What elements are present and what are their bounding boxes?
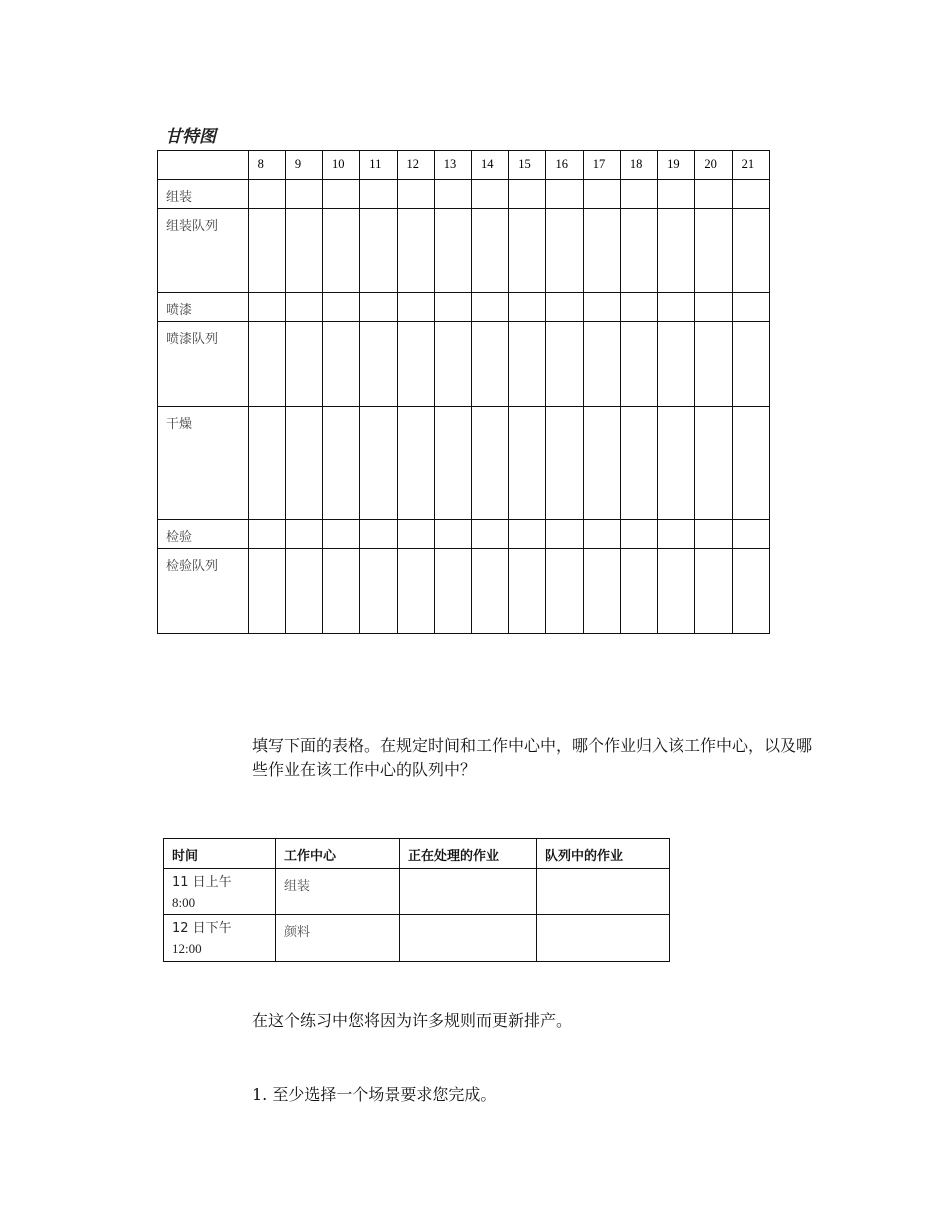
gantt-row bbox=[158, 407, 770, 520]
gantt-cell[interactable] bbox=[434, 407, 471, 520]
gantt-cell[interactable] bbox=[509, 209, 546, 293]
gantt-cell[interactable] bbox=[620, 293, 657, 322]
gantt-hour: 11 bbox=[360, 151, 397, 180]
gantt-cell[interactable] bbox=[285, 293, 322, 322]
gantt-cell[interactable] bbox=[360, 293, 397, 322]
gantt-cell[interactable] bbox=[285, 180, 322, 209]
gantt-cell[interactable] bbox=[732, 520, 769, 549]
gantt-chart-table bbox=[157, 150, 770, 634]
gantt-cell[interactable] bbox=[546, 209, 583, 293]
gantt-cell[interactable] bbox=[695, 520, 732, 549]
gantt-cell[interactable] bbox=[546, 293, 583, 322]
time-clock: 8:00 bbox=[172, 895, 196, 910]
gantt-cell[interactable] bbox=[248, 520, 285, 549]
gantt-cell[interactable] bbox=[360, 322, 397, 407]
queued-jobs-cell[interactable] bbox=[537, 915, 670, 962]
header-time: 时间 bbox=[164, 839, 276, 869]
gantt-cell[interactable] bbox=[471, 180, 508, 209]
update-schedule-paragraph: 在这个练习中您将因为许多规则而更新排产。 bbox=[252, 1011, 573, 1030]
time-cell bbox=[164, 869, 276, 915]
gantt-cell[interactable] bbox=[509, 322, 546, 407]
gantt-cell[interactable] bbox=[732, 407, 769, 520]
gantt-hour: 12 bbox=[397, 151, 434, 180]
gantt-cell[interactable] bbox=[248, 293, 285, 322]
gantt-row-label: 检验队列 bbox=[158, 549, 249, 634]
gantt-cell[interactable] bbox=[695, 209, 732, 293]
gantt-cell[interactable] bbox=[509, 549, 546, 634]
gantt-cell[interactable] bbox=[583, 322, 620, 407]
time-clock: 12:00 bbox=[172, 941, 202, 956]
gantt-cell[interactable] bbox=[546, 322, 583, 407]
gantt-cell[interactable] bbox=[471, 520, 508, 549]
gantt-cell[interactable] bbox=[434, 180, 471, 209]
gantt-cell[interactable] bbox=[695, 549, 732, 634]
gantt-cell[interactable] bbox=[658, 293, 695, 322]
gantt-cell[interactable] bbox=[323, 293, 360, 322]
gantt-cell[interactable] bbox=[658, 322, 695, 407]
work-center-header-row bbox=[164, 839, 670, 869]
gantt-cell[interactable] bbox=[434, 549, 471, 634]
gantt-hour: 10 bbox=[323, 151, 360, 180]
gantt-cell[interactable] bbox=[583, 407, 620, 520]
gantt-cell[interactable] bbox=[397, 209, 434, 293]
gantt-cell[interactable] bbox=[397, 180, 434, 209]
gantt-cell[interactable] bbox=[620, 209, 657, 293]
gantt-cell[interactable] bbox=[360, 549, 397, 634]
gantt-cell[interactable] bbox=[248, 322, 285, 407]
queued-jobs-cell[interactable] bbox=[537, 869, 670, 915]
instruction-paragraph: 填写下面的表格。在规定时间和工作中心中，哪个作业归入该工作中心，以及哪些作业在该工作中心的队列中？ bbox=[252, 736, 813, 779]
gantt-hour: 17 bbox=[583, 151, 620, 180]
gantt-cell[interactable] bbox=[323, 209, 360, 293]
gantt-cell[interactable] bbox=[583, 520, 620, 549]
gantt-cell[interactable] bbox=[397, 407, 434, 520]
gantt-row bbox=[158, 322, 770, 407]
gantt-cell[interactable] bbox=[285, 322, 322, 407]
gantt-cell[interactable] bbox=[248, 549, 285, 634]
gantt-cell[interactable] bbox=[620, 549, 657, 634]
work-center-cell: 组装 bbox=[276, 869, 400, 915]
gantt-cell[interactable] bbox=[620, 180, 657, 209]
gantt-row bbox=[158, 209, 770, 293]
gantt-cell[interactable] bbox=[695, 407, 732, 520]
gantt-cell[interactable] bbox=[732, 322, 769, 407]
gantt-cell[interactable] bbox=[509, 293, 546, 322]
header-queued-jobs: 队列中的作业 bbox=[537, 839, 670, 869]
gantt-row bbox=[158, 293, 770, 322]
gantt-cell[interactable] bbox=[434, 520, 471, 549]
time-cell bbox=[164, 915, 276, 962]
gantt-cell[interactable] bbox=[583, 549, 620, 634]
gantt-cell[interactable] bbox=[397, 322, 434, 407]
gantt-cell[interactable] bbox=[658, 407, 695, 520]
gantt-row-label: 组装队列 bbox=[158, 209, 249, 293]
gantt-cell[interactable] bbox=[471, 209, 508, 293]
header-work-center: 工作中心 bbox=[276, 839, 400, 869]
gantt-cell[interactable] bbox=[658, 180, 695, 209]
gantt-cell[interactable] bbox=[732, 180, 769, 209]
gantt-cell[interactable] bbox=[583, 180, 620, 209]
gantt-cell[interactable] bbox=[471, 549, 508, 634]
processing-jobs-cell[interactable] bbox=[400, 915, 537, 962]
gantt-cell[interactable] bbox=[248, 209, 285, 293]
gantt-cell[interactable] bbox=[397, 520, 434, 549]
gantt-cell[interactable] bbox=[285, 209, 322, 293]
gantt-cell[interactable] bbox=[323, 407, 360, 520]
gantt-hour: 18 bbox=[620, 151, 657, 180]
gantt-cell[interactable] bbox=[434, 293, 471, 322]
gantt-cell[interactable] bbox=[360, 407, 397, 520]
gantt-cell[interactable] bbox=[583, 209, 620, 293]
gantt-title: 甘特图 bbox=[165, 127, 216, 147]
gantt-hour: 15 bbox=[509, 151, 546, 180]
step-1-text: 1. 至少选择一个场景要求您完成。 bbox=[252, 1085, 497, 1104]
gantt-header-row bbox=[158, 151, 770, 180]
gantt-cell[interactable] bbox=[323, 549, 360, 634]
work-center-table bbox=[163, 838, 670, 962]
gantt-cell[interactable] bbox=[285, 549, 322, 634]
gantt-cell[interactable] bbox=[546, 520, 583, 549]
gantt-hour: 21 bbox=[732, 151, 769, 180]
gantt-cell[interactable] bbox=[248, 407, 285, 520]
gantt-cell[interactable] bbox=[658, 520, 695, 549]
gantt-cell[interactable] bbox=[658, 549, 695, 634]
gantt-cell[interactable] bbox=[397, 293, 434, 322]
gantt-hour: 16 bbox=[546, 151, 583, 180]
table-row bbox=[164, 915, 670, 962]
gantt-cell[interactable] bbox=[583, 293, 620, 322]
gantt-cell[interactable] bbox=[323, 520, 360, 549]
gantt-hour: 19 bbox=[658, 151, 695, 180]
gantt-cell[interactable] bbox=[620, 520, 657, 549]
gantt-row bbox=[158, 180, 770, 209]
gantt-row-label: 喷漆 bbox=[158, 293, 249, 322]
gantt-cell[interactable] bbox=[732, 209, 769, 293]
table-row bbox=[164, 869, 670, 915]
gantt-cell[interactable] bbox=[434, 209, 471, 293]
gantt-row-label: 组装 bbox=[158, 180, 249, 209]
gantt-cell[interactable] bbox=[658, 209, 695, 293]
gantt-corner-cell bbox=[158, 151, 249, 180]
gantt-cell[interactable] bbox=[695, 322, 732, 407]
header-processing-jobs: 正在处理的作业 bbox=[400, 839, 537, 869]
gantt-hour: 14 bbox=[471, 151, 508, 180]
gantt-cell[interactable] bbox=[248, 180, 285, 209]
gantt-cell[interactable] bbox=[509, 520, 546, 549]
gantt-row-label: 干燥 bbox=[158, 407, 249, 520]
time-date: 12 日下午 bbox=[172, 921, 232, 936]
gantt-hour: 20 bbox=[695, 151, 732, 180]
gantt-row-label: 喷漆队列 bbox=[158, 322, 249, 407]
gantt-hour: 8 bbox=[248, 151, 285, 180]
gantt-cell[interactable] bbox=[360, 180, 397, 209]
gantt-cell[interactable] bbox=[360, 209, 397, 293]
processing-jobs-cell[interactable] bbox=[400, 869, 537, 915]
gantt-cell[interactable] bbox=[732, 549, 769, 634]
gantt-cell[interactable] bbox=[285, 520, 322, 549]
gantt-cell[interactable] bbox=[471, 293, 508, 322]
gantt-cell[interactable] bbox=[695, 180, 732, 209]
gantt-cell[interactable] bbox=[546, 549, 583, 634]
gantt-hour: 13 bbox=[434, 151, 471, 180]
work-center-cell: 颜料 bbox=[276, 915, 400, 962]
gantt-cell[interactable] bbox=[546, 180, 583, 209]
gantt-cell[interactable] bbox=[285, 407, 322, 520]
gantt-row bbox=[158, 549, 770, 634]
gantt-cell[interactable] bbox=[695, 293, 732, 322]
gantt-cell[interactable] bbox=[732, 293, 769, 322]
gantt-cell[interactable] bbox=[471, 407, 508, 520]
gantt-cell[interactable] bbox=[509, 180, 546, 209]
gantt-cell[interactable] bbox=[509, 407, 546, 520]
gantt-cell[interactable] bbox=[323, 180, 360, 209]
gantt-hour: 9 bbox=[285, 151, 322, 180]
gantt-cell[interactable] bbox=[620, 407, 657, 520]
gantt-cell[interactable] bbox=[620, 322, 657, 407]
gantt-cell[interactable] bbox=[397, 549, 434, 634]
gantt-cell[interactable] bbox=[471, 322, 508, 407]
time-date: 11 日上午 bbox=[172, 875, 232, 890]
gantt-row bbox=[158, 520, 770, 549]
gantt-cell[interactable] bbox=[434, 322, 471, 407]
gantt-cell[interactable] bbox=[360, 520, 397, 549]
gantt-cell[interactable] bbox=[323, 322, 360, 407]
gantt-cell[interactable] bbox=[546, 407, 583, 520]
gantt-row-label: 检验 bbox=[158, 520, 249, 549]
